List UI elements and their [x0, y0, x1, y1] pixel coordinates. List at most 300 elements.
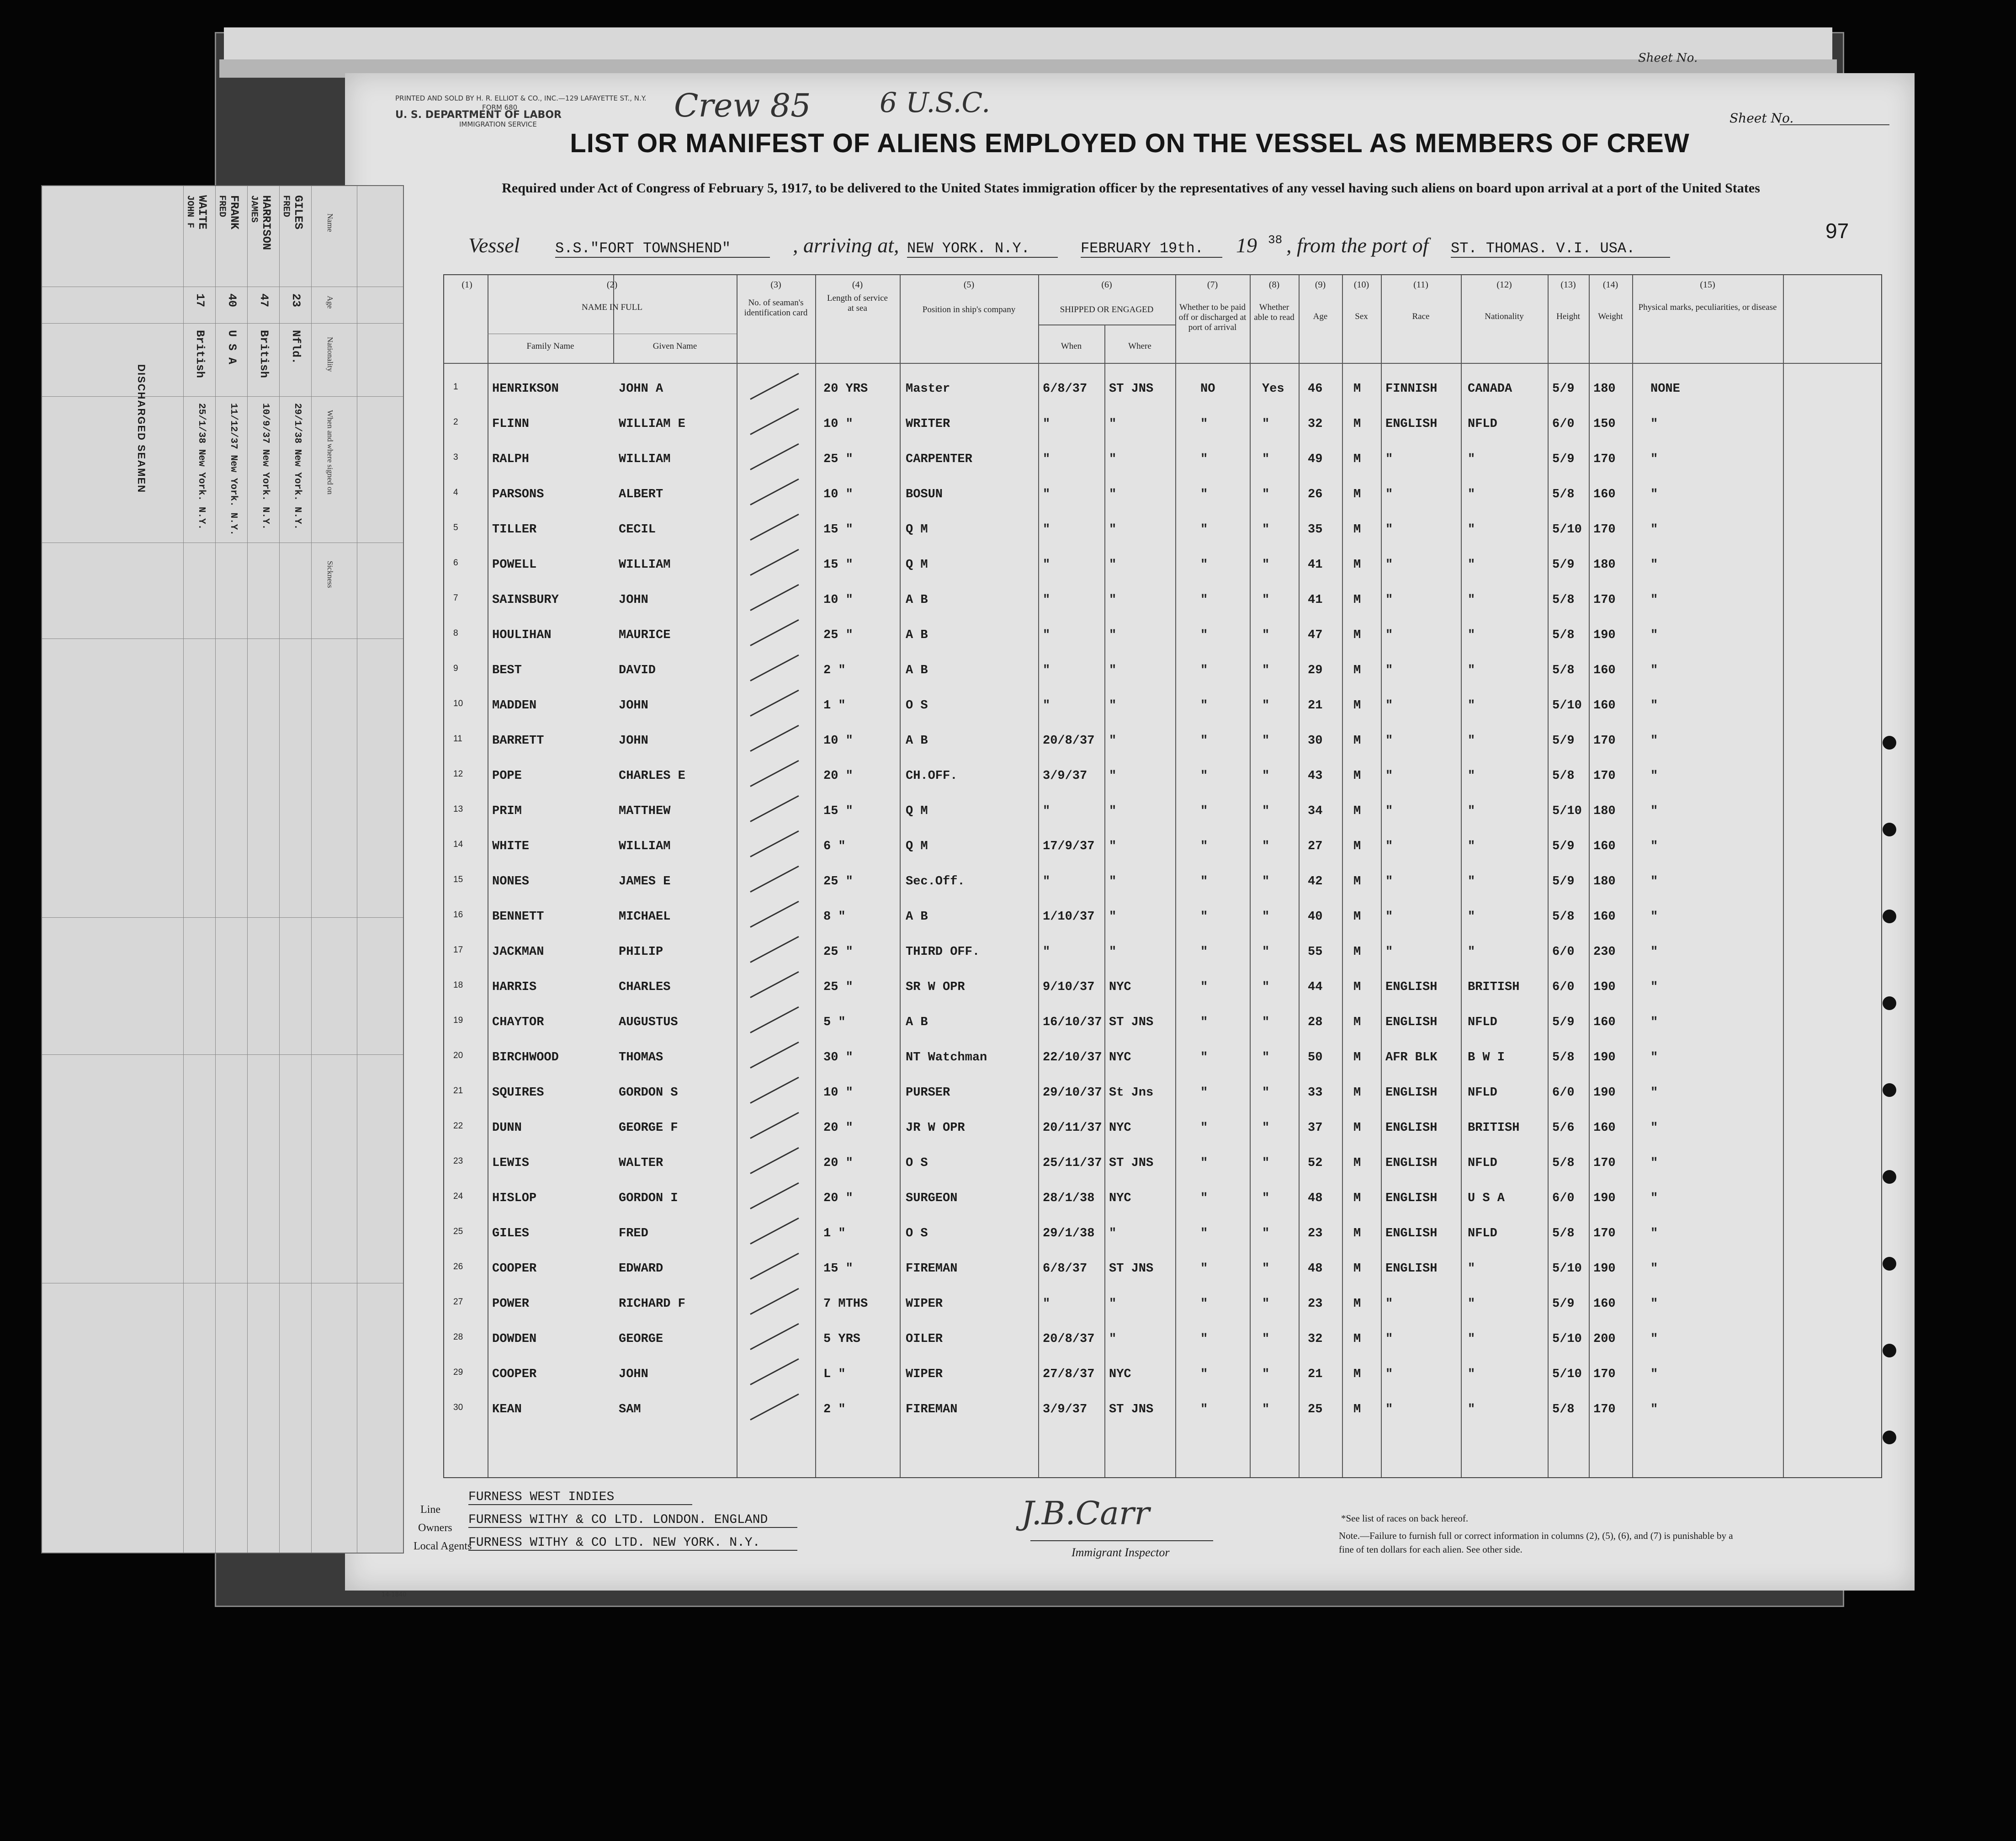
service-length: 25 " — [823, 945, 853, 959]
shipped-when: 3/9/37 — [1043, 769, 1088, 783]
shipped-where: " — [1109, 593, 1117, 607]
paid-off: " — [1200, 558, 1208, 572]
physical-marks: " — [1650, 1086, 1658, 1100]
position: FIREMAN — [906, 1262, 958, 1276]
shipped-where: " — [1109, 1297, 1117, 1311]
year-suffix: 38 — [1268, 233, 1283, 247]
sex: M — [1353, 1403, 1361, 1416]
shipped-where: NYC — [1109, 1051, 1131, 1064]
crew-row — [444, 1366, 1881, 1401]
race: " — [1385, 699, 1393, 713]
crew-row — [444, 1225, 1881, 1260]
slip-title: DISCHARGED SEAMEN — [136, 364, 147, 494]
age: 40 — [1308, 910, 1323, 924]
given-name: AUGUSTUS — [619, 1016, 678, 1029]
position: PURSER — [906, 1086, 950, 1100]
weight: 160 — [1593, 699, 1616, 713]
position: FIREMAN — [906, 1403, 958, 1416]
given-name-header: Given Name — [653, 341, 697, 351]
slip-col-line — [42, 638, 403, 639]
paid-off: " — [1200, 628, 1208, 642]
paid-off: " — [1200, 840, 1208, 853]
height: 5/8 — [1552, 593, 1575, 607]
paid-off: " — [1200, 804, 1208, 818]
shipped-when: 3/9/37 — [1043, 1403, 1088, 1416]
service-length: 15 " — [823, 523, 853, 537]
family-name: HISLOP — [492, 1192, 537, 1205]
race: " — [1385, 734, 1393, 748]
physical-marks: " — [1650, 1121, 1658, 1135]
family-name: POPE — [492, 769, 522, 783]
when-header: When — [1061, 341, 1082, 351]
paid-off: " — [1200, 769, 1208, 783]
paid-off-header: Whether to be paid off or discharged at port of arrival — [1178, 303, 1247, 332]
position: THIRD OFF. — [906, 945, 980, 959]
race: " — [1385, 558, 1393, 572]
age: 27 — [1308, 840, 1323, 853]
paid-off: NO — [1200, 382, 1215, 396]
shipped-where: " — [1109, 664, 1117, 677]
nationality: " — [1468, 1367, 1475, 1381]
age: 44 — [1308, 980, 1323, 994]
slip-age: 17 — [193, 293, 207, 308]
paid-off: " — [1200, 1367, 1208, 1381]
height: 6/0 — [1552, 1192, 1575, 1205]
physical-marks: " — [1650, 945, 1658, 959]
row-number: 15 — [453, 875, 463, 884]
age: 33 — [1308, 1086, 1323, 1100]
slip-content — [42, 186, 403, 1553]
slip-signed-on: 10/9/37 New York. N.Y. — [260, 403, 271, 530]
given-name: GEORGE — [619, 1332, 663, 1346]
able-to-read: " — [1262, 1121, 1270, 1135]
race: ENGLISH — [1385, 1262, 1438, 1276]
paid-off: " — [1200, 417, 1208, 431]
punch-hole — [1883, 1431, 1896, 1444]
col-num-1: (1) — [462, 280, 472, 290]
nationality: " — [1468, 769, 1475, 783]
crew-row — [444, 803, 1881, 838]
physical-marks: " — [1650, 558, 1658, 572]
family-name: GILES — [492, 1227, 530, 1240]
crew-row — [444, 732, 1881, 767]
immigrant-inspector-label: Immigrant Inspector — [1072, 1546, 1170, 1559]
row-number: 22 — [453, 1121, 463, 1131]
shipped-when: 9/10/37 — [1043, 980, 1095, 994]
nationality: " — [1468, 488, 1475, 501]
shipped-where: ST JNS — [1109, 382, 1154, 396]
physical-marks: " — [1650, 699, 1658, 713]
height: 5/9 — [1552, 840, 1575, 853]
row-number: 11 — [453, 734, 462, 744]
nationality: " — [1468, 1262, 1475, 1276]
row-number: 19 — [453, 1016, 463, 1025]
given-name: JOHN — [619, 1367, 648, 1381]
weight: 180 — [1593, 558, 1616, 572]
given-name: WALTER — [619, 1156, 663, 1170]
given-name: CHARLES — [619, 980, 671, 994]
nationality: BRITISH — [1468, 1121, 1520, 1135]
able-to-read: " — [1262, 1297, 1270, 1311]
shipped-when: 29/1/38 — [1043, 1227, 1095, 1240]
age: 34 — [1308, 804, 1323, 818]
local-agents-value: FURNESS WITHY & CO LTD. NEW YORK. N.Y. — [468, 1536, 797, 1551]
paid-off: " — [1200, 1192, 1208, 1205]
row-number: 13 — [453, 804, 463, 814]
paid-off: " — [1200, 452, 1208, 466]
family-name: TILLER — [492, 523, 537, 537]
position-header: Position in ship's company — [922, 305, 1016, 314]
race: " — [1385, 875, 1393, 889]
shipped-when: 29/10/37 — [1043, 1086, 1102, 1100]
nationality: " — [1468, 664, 1475, 677]
crew-row — [444, 1014, 1881, 1049]
race: " — [1385, 488, 1393, 501]
sex: M — [1353, 1227, 1361, 1240]
row-number: 3 — [453, 452, 458, 462]
handwritten-usc-note: 6 U.S.C. — [880, 87, 991, 119]
shipped-where: " — [1109, 699, 1117, 713]
able-to-read: " — [1262, 452, 1270, 466]
race: " — [1385, 1332, 1393, 1346]
punch-hole — [1883, 1170, 1896, 1184]
sex: M — [1353, 452, 1361, 466]
height: 5/10 — [1552, 1367, 1582, 1381]
weight: 170 — [1593, 1156, 1616, 1170]
sex: M — [1353, 840, 1361, 853]
crew-row — [444, 1401, 1881, 1436]
sex: M — [1353, 1086, 1361, 1100]
paid-off: " — [1200, 1121, 1208, 1135]
position: A B — [906, 664, 928, 677]
able-to-read: " — [1262, 699, 1270, 713]
able-to-read: " — [1262, 664, 1270, 677]
position: A B — [906, 628, 928, 642]
shipped-when: 1/10/37 — [1043, 910, 1095, 924]
id-card-checkmark — [750, 373, 799, 400]
paid-off: " — [1200, 734, 1208, 748]
nationality: " — [1468, 452, 1475, 466]
age: 41 — [1308, 593, 1323, 607]
able-to-read: " — [1262, 734, 1270, 748]
physical-marks: " — [1650, 910, 1658, 924]
physical-marks: " — [1650, 1262, 1658, 1276]
given-name: FRED — [619, 1227, 648, 1240]
given-name: GEORGE F — [619, 1121, 678, 1135]
discharged-seamen-slip — [41, 185, 404, 1554]
given-name: JOHN — [619, 734, 648, 748]
family-name: RALPH — [492, 452, 530, 466]
sex: M — [1353, 1192, 1361, 1205]
row-number: 5 — [453, 523, 458, 532]
given-name: ALBERT — [619, 488, 663, 501]
weight: 160 — [1593, 488, 1616, 501]
shipped-when: 20/8/37 — [1043, 1332, 1095, 1346]
punch-hole — [1883, 1257, 1896, 1271]
service-length: 10 " — [823, 488, 853, 501]
sheet-number-label: Sheet No. — [1730, 111, 1794, 126]
paid-off: " — [1200, 875, 1208, 889]
weight: 170 — [1593, 523, 1616, 537]
age-header: Age — [1313, 312, 1328, 321]
able-to-read: Yes — [1262, 382, 1284, 396]
row-number: 8 — [453, 628, 458, 638]
shipped-where: NYC — [1109, 1121, 1131, 1135]
physical-marks: " — [1650, 593, 1658, 607]
race: " — [1385, 523, 1393, 537]
service-length: 2 " — [823, 1403, 846, 1416]
crew-row — [444, 662, 1881, 697]
shipped-when: " — [1043, 664, 1050, 677]
service-length: 8 " — [823, 910, 846, 924]
weight: 170 — [1593, 1403, 1616, 1416]
sex: M — [1353, 1332, 1361, 1346]
position: A B — [906, 910, 928, 924]
slip-given-name: JAMES — [249, 195, 259, 223]
weight-header: Weight — [1598, 312, 1623, 321]
row-number: 2 — [453, 417, 458, 427]
paid-off: " — [1200, 664, 1208, 677]
row-number: 17 — [453, 945, 463, 955]
nationality: NFLD — [1468, 1086, 1497, 1100]
shipped-where: NYC — [1109, 980, 1131, 994]
family-name: MADDEN — [492, 699, 537, 713]
position: A B — [906, 593, 928, 607]
physical-marks: " — [1650, 417, 1658, 431]
service-length: 25 " — [823, 452, 853, 466]
nationality: " — [1468, 945, 1475, 959]
physical-marks: " — [1650, 1403, 1658, 1416]
height: 5/8 — [1552, 769, 1575, 783]
sex: M — [1353, 523, 1361, 537]
height: 6/0 — [1552, 945, 1575, 959]
physical-marks: " — [1650, 1016, 1658, 1029]
crew-row — [444, 1295, 1881, 1330]
height: 5/8 — [1552, 664, 1575, 677]
arrival-date: FEBRUARY 19th. — [1081, 240, 1222, 258]
height: 5/8 — [1552, 1156, 1575, 1170]
given-name: WILLIAM — [619, 840, 671, 853]
service-length: 6 " — [823, 840, 846, 853]
weight: 150 — [1593, 417, 1616, 431]
col-num-3: (3) — [770, 280, 781, 290]
crew-row — [444, 486, 1881, 521]
slip-name: FRANK — [228, 195, 241, 230]
slip-age: 40 — [225, 293, 239, 308]
slip-row-line — [183, 186, 184, 1553]
family-name: PRIM — [492, 804, 522, 818]
position: Q M — [906, 804, 928, 818]
top-sheet-number-label: Sheet No. — [1638, 51, 1698, 65]
owners-label: Owners — [418, 1522, 452, 1534]
nationality: NFLD — [1468, 1227, 1497, 1240]
physical-marks: " — [1650, 488, 1658, 501]
position: JR W OPR — [906, 1121, 965, 1135]
family-name: NONES — [492, 875, 530, 889]
able-to-read: " — [1262, 417, 1270, 431]
col-num-13: (13) — [1560, 280, 1576, 290]
crew-row — [444, 556, 1881, 591]
from-port-label: , from the port of — [1286, 234, 1429, 257]
slip-age-header: Age — [326, 296, 334, 309]
shipped-when: " — [1043, 945, 1050, 959]
shipped-where: ST JNS — [1109, 1403, 1154, 1416]
weight: 160 — [1593, 1121, 1616, 1135]
position: WIPER — [906, 1367, 943, 1381]
nationality: CANADA — [1468, 382, 1512, 396]
row-number: 30 — [453, 1403, 463, 1412]
given-name: JOHN — [619, 593, 648, 607]
sex: M — [1353, 417, 1361, 431]
able-to-read: " — [1262, 1227, 1270, 1240]
punch-hole — [1883, 1344, 1896, 1357]
able-to-read: " — [1262, 628, 1270, 642]
shipped-where: " — [1109, 523, 1117, 537]
col-num-11: (11) — [1413, 280, 1428, 290]
where-header: Where — [1128, 341, 1151, 351]
position: SR W OPR — [906, 980, 965, 994]
slip-col-line — [42, 917, 403, 918]
age: 35 — [1308, 523, 1323, 537]
position: BOSUN — [906, 488, 943, 501]
col-num-2: (2) — [606, 280, 618, 290]
row-number: 24 — [453, 1192, 463, 1201]
weight: 190 — [1593, 1086, 1616, 1100]
department-label: U. S. DEPARTMENT OF LABOR — [395, 109, 562, 121]
race: " — [1385, 804, 1393, 818]
given-name: JOHN — [619, 699, 648, 713]
position: O S — [906, 1227, 928, 1240]
family-name: BEST — [492, 664, 522, 677]
shipped-where: " — [1109, 804, 1117, 818]
age: 32 — [1308, 1332, 1323, 1346]
able-to-read: " — [1262, 1403, 1270, 1416]
crew-table — [443, 274, 1882, 1478]
nationality: NFLD — [1468, 1156, 1497, 1170]
sex: M — [1353, 1297, 1361, 1311]
row-number: 23 — [453, 1156, 463, 1166]
height: 5/10 — [1552, 804, 1582, 818]
slip-name: WAITE — [196, 195, 209, 230]
able-to-read: " — [1262, 488, 1270, 501]
service-length: 1 " — [823, 1227, 846, 1240]
row-number: 18 — [453, 980, 463, 990]
family-name: SQUIRES — [492, 1086, 544, 1100]
physical-marks: " — [1650, 734, 1658, 748]
service-length: 10 " — [823, 734, 853, 748]
race: FINNISH — [1385, 382, 1438, 396]
age: 23 — [1308, 1297, 1323, 1311]
shipped-when: " — [1043, 452, 1050, 466]
row-number: 14 — [453, 840, 463, 849]
family-name: HARRIS — [492, 980, 537, 994]
height: 5/8 — [1552, 1227, 1575, 1240]
sex: M — [1353, 980, 1361, 994]
nationality: " — [1468, 523, 1475, 537]
row-number: 12 — [453, 769, 463, 779]
printer-credit: PRINTED AND SOLD BY H. R. ELLIOT & CO., INC.—129 LAFAYETTE ST., N.Y. — [395, 94, 647, 102]
shipped-when: " — [1043, 628, 1050, 642]
family-name: WHITE — [492, 840, 530, 853]
slip-nationality: Nfld. — [289, 330, 302, 365]
crew-row — [444, 1260, 1881, 1295]
height: 5/9 — [1552, 452, 1575, 466]
able-to-read: " — [1262, 804, 1270, 818]
sex: M — [1353, 734, 1361, 748]
weight: 160 — [1593, 910, 1616, 924]
col-num-4: (4) — [852, 280, 863, 290]
service-length: 15 " — [823, 1262, 853, 1276]
weight: 160 — [1593, 1016, 1616, 1029]
shipped-when: " — [1043, 488, 1050, 501]
sex: M — [1353, 1156, 1361, 1170]
sex-header: Sex — [1355, 312, 1368, 321]
row-number: 16 — [453, 910, 463, 920]
family-name: BARRETT — [492, 734, 544, 748]
able-to-read: " — [1262, 1262, 1270, 1276]
nationality: " — [1468, 875, 1475, 889]
row-number: 6 — [453, 558, 458, 568]
position: A B — [906, 734, 928, 748]
weight: 160 — [1593, 664, 1616, 677]
paid-off: " — [1200, 1297, 1208, 1311]
nationality: BRITISH — [1468, 980, 1520, 994]
shipped-where: " — [1109, 1332, 1117, 1346]
able-to-read: " — [1262, 769, 1270, 783]
physical-marks: " — [1650, 664, 1658, 677]
service-length: 5 YRS — [823, 1332, 861, 1346]
service-length: 20 " — [823, 1121, 853, 1135]
given-name: MAURICE — [619, 628, 671, 642]
slip-name-header: Name — [326, 213, 334, 232]
able-to-read: " — [1262, 1086, 1270, 1100]
shipped-where: ST JNS — [1109, 1156, 1154, 1170]
service-length: 20 " — [823, 1192, 853, 1205]
physical-marks: " — [1650, 1051, 1658, 1064]
shipped-when: 6/8/37 — [1043, 1262, 1088, 1276]
sex: M — [1353, 488, 1361, 501]
crew-row — [444, 1084, 1881, 1119]
paid-off: " — [1200, 945, 1208, 959]
given-name: JAMES E — [619, 875, 671, 889]
able-to-read: " — [1262, 1192, 1270, 1205]
service-length: 25 " — [823, 980, 853, 994]
given-name: CECIL — [619, 523, 656, 537]
nationality-header: Nationality — [1485, 312, 1524, 321]
given-name: WILLIAM — [619, 558, 671, 572]
shipped-when: " — [1043, 804, 1050, 818]
weight: 180 — [1593, 804, 1616, 818]
races-note: *See list of races on back hereof. — [1341, 1513, 1469, 1524]
race: " — [1385, 1297, 1393, 1311]
race: ENGLISH — [1385, 1086, 1438, 1100]
height: 5/8 — [1552, 628, 1575, 642]
age: 52 — [1308, 1156, 1323, 1170]
slip-col-line — [42, 396, 403, 397]
service-length: 20 " — [823, 1156, 853, 1170]
position: Q M — [906, 523, 928, 537]
age: 50 — [1308, 1051, 1323, 1064]
age: 46 — [1308, 382, 1323, 396]
physical-marks: " — [1650, 1297, 1658, 1311]
paid-off: " — [1200, 1262, 1208, 1276]
race: ENGLISH — [1385, 1121, 1438, 1135]
height: 5/9 — [1552, 734, 1575, 748]
physical-marks: " — [1650, 980, 1658, 994]
sex: M — [1353, 628, 1361, 642]
able-to-read: " — [1262, 593, 1270, 607]
slip-signed-on: 25/1/38 New York. N.Y. — [196, 403, 207, 530]
